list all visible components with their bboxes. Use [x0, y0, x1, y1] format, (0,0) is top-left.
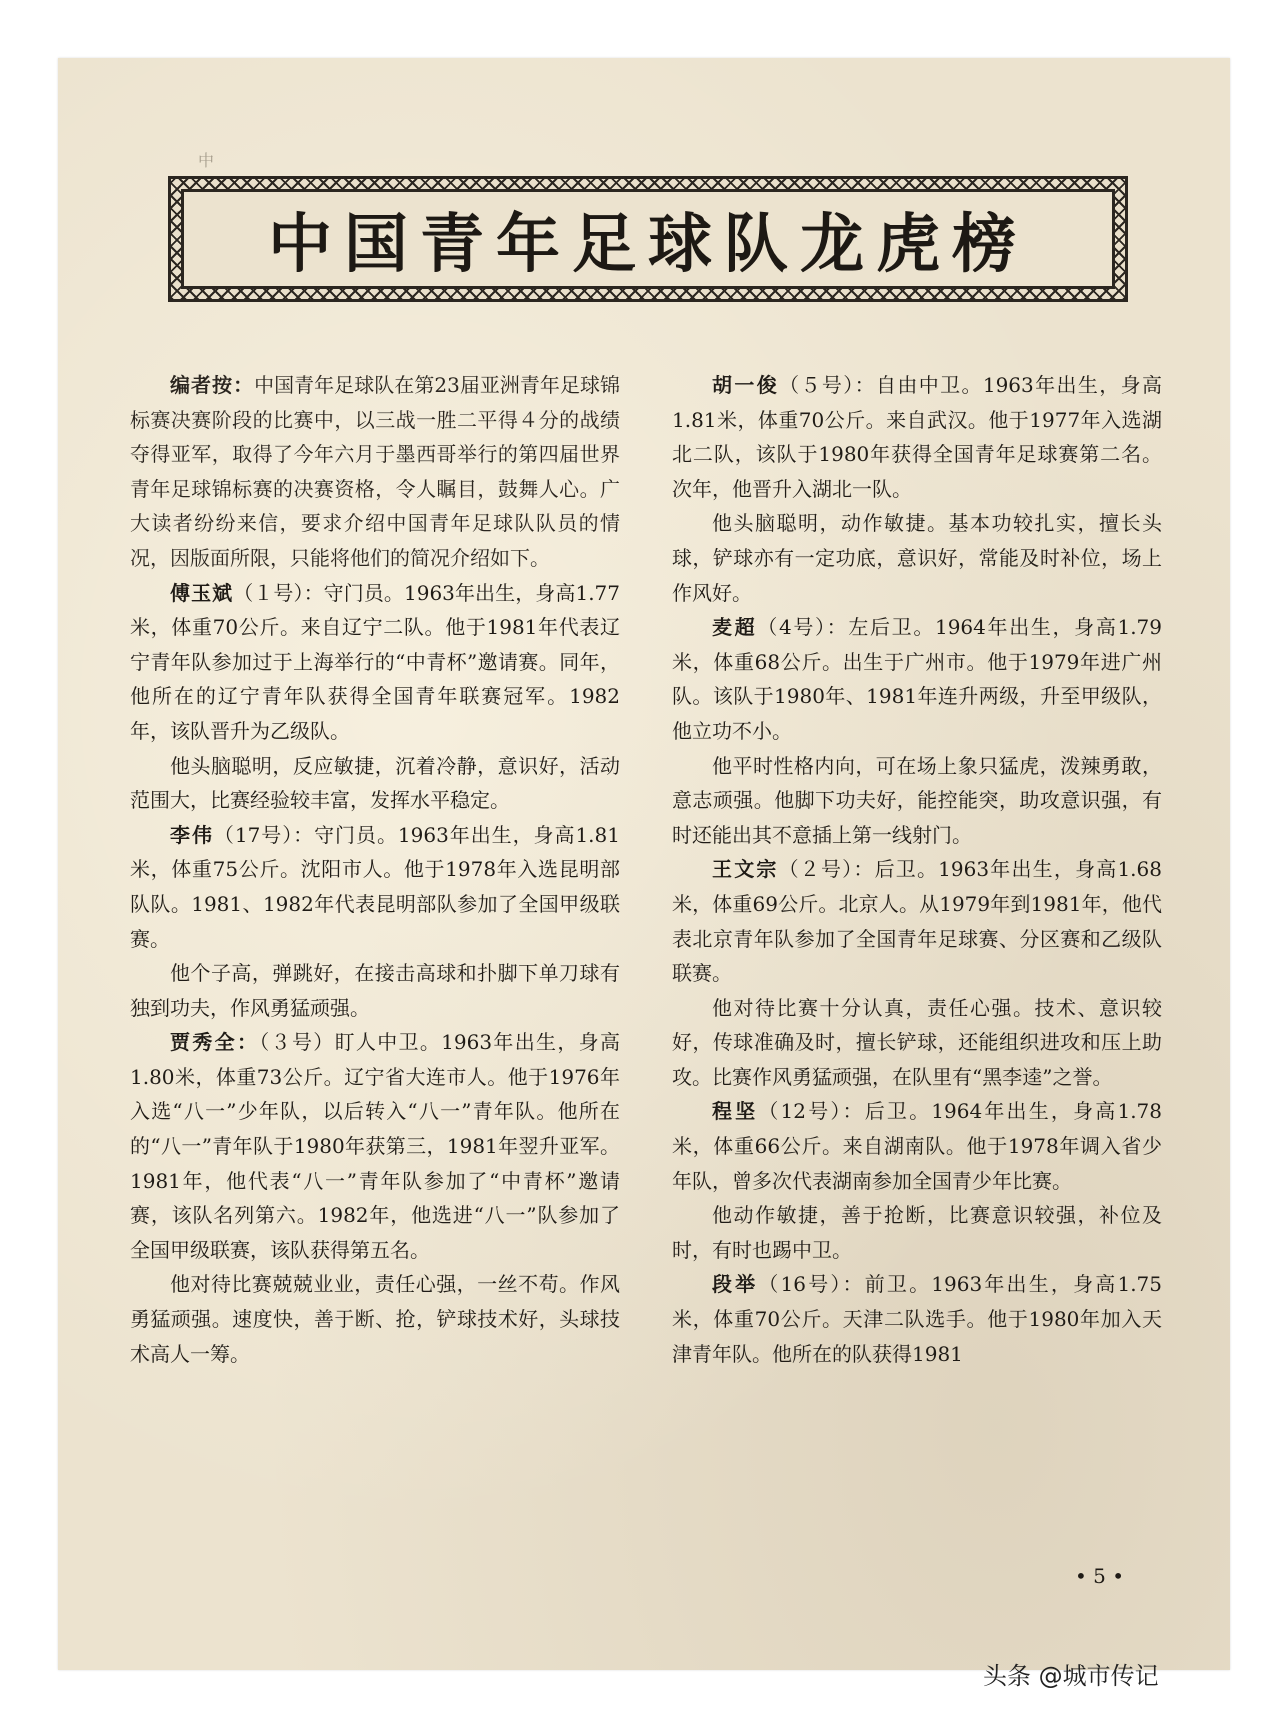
player-bio: （4号）：左后卫。1964年出生，身高1.79米，体重68公斤。出生于广州市。他于1979年进广州队。该队于1980年、1981年连升两级，升至甲级队，他立功不小。 — [672, 615, 1163, 743]
player-assessment: 他头脑聪明，反应敏捷，沉着冷静，意识好，活动范围大，比赛经验较丰富，发挥水平稳定。 — [130, 753, 620, 813]
player-assessment: 他对待比赛兢兢业业，责任心强，一丝不苟。作风勇猛顽强。速度快，善于断、抢，铲球技术好，头球技术高人一筹。 — [130, 1272, 620, 1366]
top-left-mark: 中 — [198, 151, 215, 170]
player-bio: （２号）：后卫。1963年出生，身高1.68米，体重69公斤。北京人。从1979年到1981年，他代表北京青年队参加了全国青年足球赛、分区赛和乙级队联赛。 — [672, 857, 1162, 986]
player-entry — [672, 610, 1162, 748]
editor-label: 编者按： — [170, 373, 255, 397]
right-column — [672, 368, 1162, 1371]
page-title: 中国青年足球队龙虎榜 — [268, 207, 1028, 282]
player-entry — [130, 1025, 620, 1267]
player-name: 程坚 — [712, 1099, 759, 1124]
player-bio: （17号）：守门员。1963年出生，身高1.81米，体重75公斤。沈阳市人。他于1978年入选昆明部队队。1981、1982年代表昆明部队参加了全国甲级联赛。 — [130, 822, 620, 951]
title-banner — [168, 176, 1128, 302]
player-bio: （３号）盯人中卫。1963年出生，身高1.80米，体重73公斤。辽宁省大连市人。他于1976年入选“八一”少年队，以后转入“八一”青年队。他所在的“八一”青年队于1980年获第三，1981年翌升亚军。1981年，他代表“八一”青年队参加了“中青杯”邀请赛，该队名列第六。1982年，他选进“八一”队参加了全国甲级联赛，该队获得第五名。 — [130, 1030, 621, 1262]
watermark: 头条 @城市传记 — [983, 1662, 1159, 1690]
player-entry — [672, 1094, 1162, 1198]
editor-text: 中国青年足球队在第23届亚洲青年足球锦标赛决赛阶段的比赛中，以三战一胜二平得４分的战绩夺得亚军，取得了今年六月于墨西哥举行的第四届世界青年足球锦标赛的决赛资格，令人瞩目，鼓舞人心。广大读者纷纷来信，要求介绍中国青年足球队队员的情况，因版面所限，只能将他们的简况介绍如下。 — [130, 373, 621, 570]
player-bio: （16号）：前卫。1963年出生，身高1.75米，体重70公斤。天津二队选手。他于1980年加入天津青年队。他所在的队获得1981 — [672, 1272, 1162, 1366]
player-name: 段举 — [712, 1272, 759, 1297]
player-assessment: 他动作敏捷，善于抢断，比赛意识较强，补位及时，有时也踢中卫。 — [672, 1203, 1162, 1262]
player-entry — [130, 576, 620, 749]
title-banner-inner — [181, 189, 1115, 289]
player-name: 贾秀全： — [170, 1030, 260, 1055]
player-assessment: 他头脑聪明，动作敏捷。基本功较扎实，擅长头球，铲球亦有一定功底，意识好，常能及时补位，场上作风好。 — [672, 511, 1162, 605]
player-entry — [672, 1267, 1162, 1371]
player-name: 王文宗 — [712, 857, 779, 882]
player-entry — [672, 852, 1162, 990]
player-name: 傅玉斌 — [170, 580, 234, 605]
page-number: • 5 • — [1075, 1564, 1125, 1588]
player-assessment: 他对待比赛十分认真，责任心强。技术、意识较好，传球准确及时，擅长铲球，还能组织进攻和压上助攻。比赛作风勇猛顽强，在队里有“黑李逵”之誉。 — [672, 995, 1162, 1089]
player-assessment: 他个子高，弹跳好，在接击高球和扑脚下单刀球有独到功夫，作风勇猛顽强。 — [130, 961, 620, 1020]
player-bio: （１号）：守门员。1963年出生，身高1.77米，体重70公斤。来自辽宁二队。他于1981年代表辽宁青年队参加过于上海举行的“中青杯”邀请赛。同年，他所在的辽宁青年队获得全国青年联赛冠军。1982年，该队晋升为乙级队。 — [130, 580, 620, 743]
player-bio: （５号）：自由中卫。1963年出生，身高1.81米，体重70公斤。来自武汉。他于1977年入选湖北二队，该队于1980年获得全国青年足球赛第二名。次年，他晋升入湖北一队。 — [672, 373, 1162, 501]
editor-note — [130, 368, 620, 576]
player-name: 胡一俊 — [712, 373, 780, 397]
player-name: 李伟 — [170, 822, 214, 847]
player-entry — [130, 818, 620, 956]
player-bio: （12号）：后卫。1964年出生，身高1.78米，体重66公斤。来自湖南队。他于1978年调入省少年队，曾多次代表湖南参加全国青少年比赛。 — [672, 1099, 1162, 1193]
player-entry — [672, 368, 1162, 506]
player-name: 麦超 — [712, 615, 758, 640]
player-assessment: 他平时性格内向，可在场上象只猛虎，泼辣勇敢，意志顽强。他脚下功夫好，能控能突，助攻意识强，有时还能出其不意插上第一线射门。 — [672, 753, 1162, 847]
left-column — [130, 368, 620, 1371]
